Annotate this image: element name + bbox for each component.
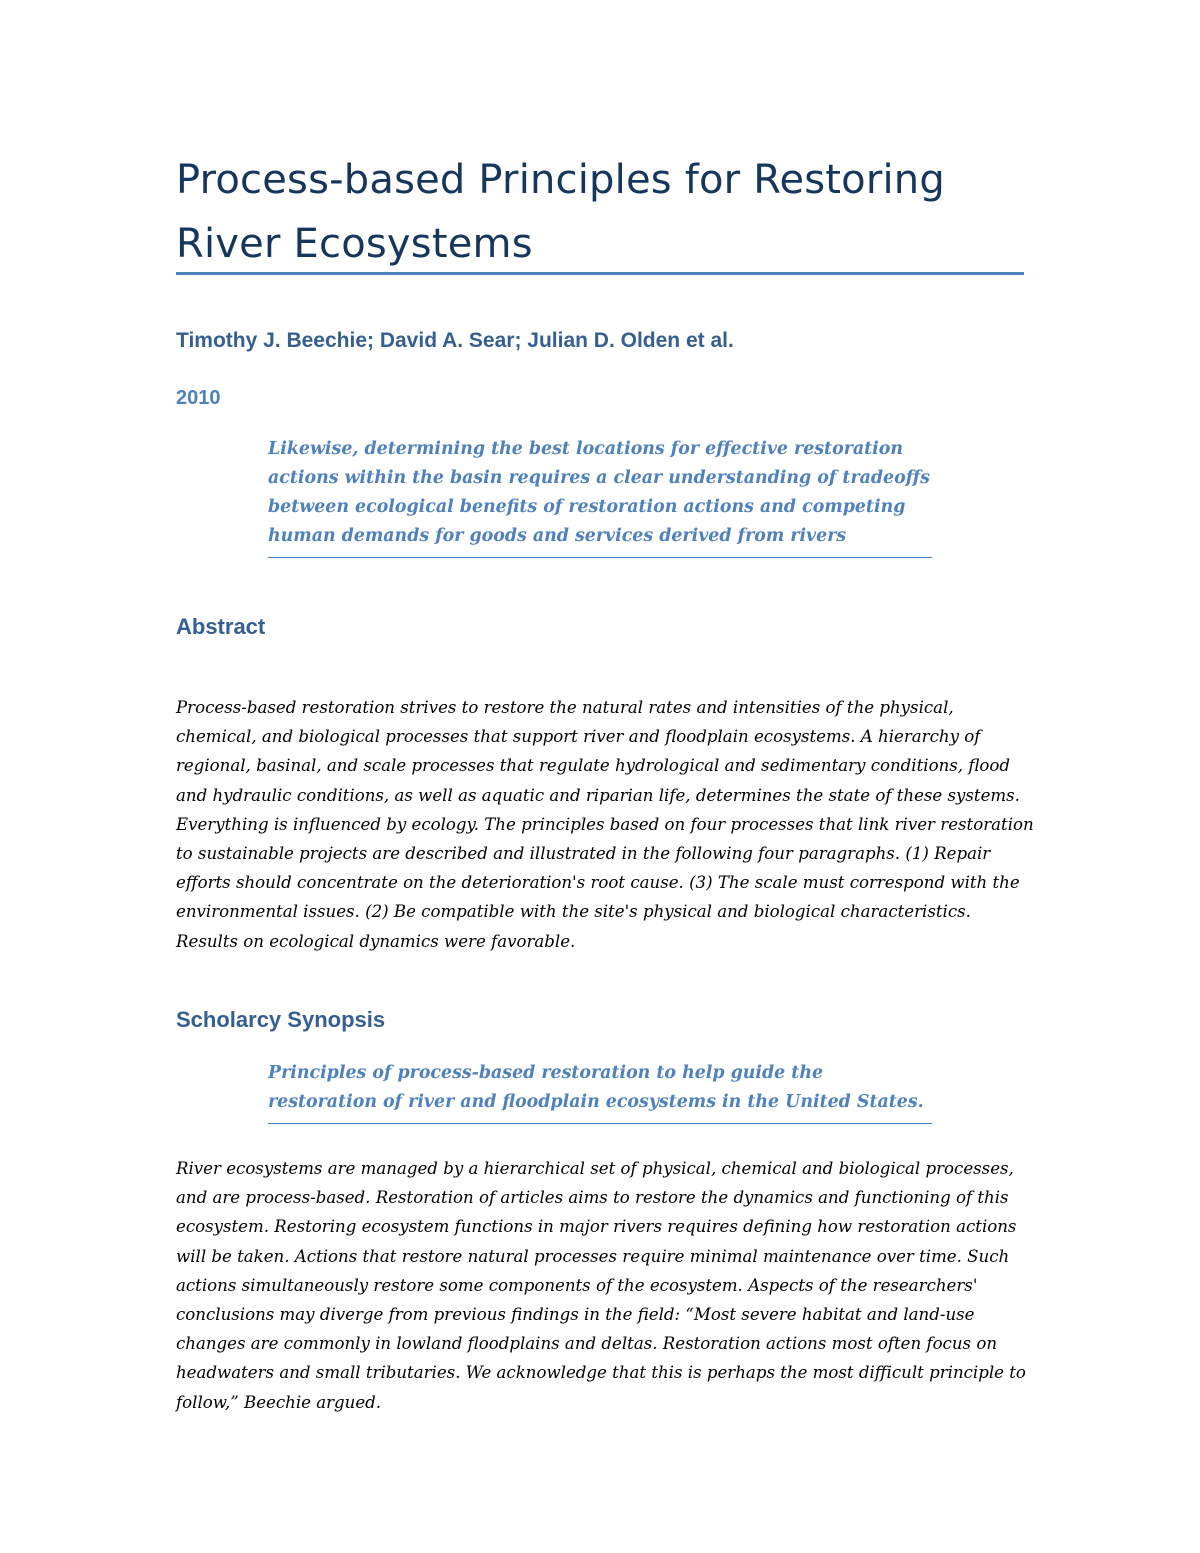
abstract-text: Process-based restoration strives to restore the natural rates and intensities of the physical, chemical, and biological processes that support river and floodplain ecosystems. A hierarchy of regional, basinal, and scale processes that regulate hydrological and sedimentary conditions, flood and hydraulic conditions, as well as aquatic and riparian life, determines the state of these systems. Everything is influenced by ecology. The principles based on four processes that link river restoration to sustainable projects are described and illustrated in the following four paragraphs. (1) Repair efforts should concentrate on the deterioration's root cause. (3) The scale must correspond with the environmental issues. (2) Be compatible with the site's physical and biological characteristics. Results on ecological dynamics were favorable. [176,698,1034,951]
authors: Timothy J. Beechie; David A. Sear; Julian D. Olden et al. [176,329,734,352]
publication-year: 2010 [176,387,221,409]
page-title: Process-based Principles for Restoring River Ecosystems [176,157,945,267]
synopsis-text: River ecosystems are managed by a hierarchical set of physical, chemical and biological processes, and are process-based. Restoration of articles aims to restore the dynamics and functioning of this ecosystem. Restoring ecosystem functions in major rivers requires defining how restoration actions will be taken. Actions that restore natural processes require minimal maintenance over time. Such actions simultaneously restore some components of the ecosystem. Aspects of the researchers' conclusions may diverge from previous findings in the field: “Most severe habitat and land-use changes are commonly in lowland floodplains and deltas. Restoration actions most often focus on headwaters and small tributaries. We acknowledge that this is perhaps the most difficult principle to follow,” Beechie argued. [176,1159,1026,1412]
pull-quote-synopsis: Principles of process-based restoration to help guide the restoration of river and floodplain ecosystems in the United States. [268,1059,932,1124]
abstract-heading: Abstract [176,614,266,639]
title-divider [176,272,1024,275]
synopsis-heading: Scholarcy Synopsis [176,1007,386,1032]
pull-quote-intro: Likewise, determining the best locations for effective restoration actions within the basin requires a clear understanding of tradeoffs between ecological benefits of restoration actions and competing human demands for goods and services derived from rivers [268,435,932,558]
